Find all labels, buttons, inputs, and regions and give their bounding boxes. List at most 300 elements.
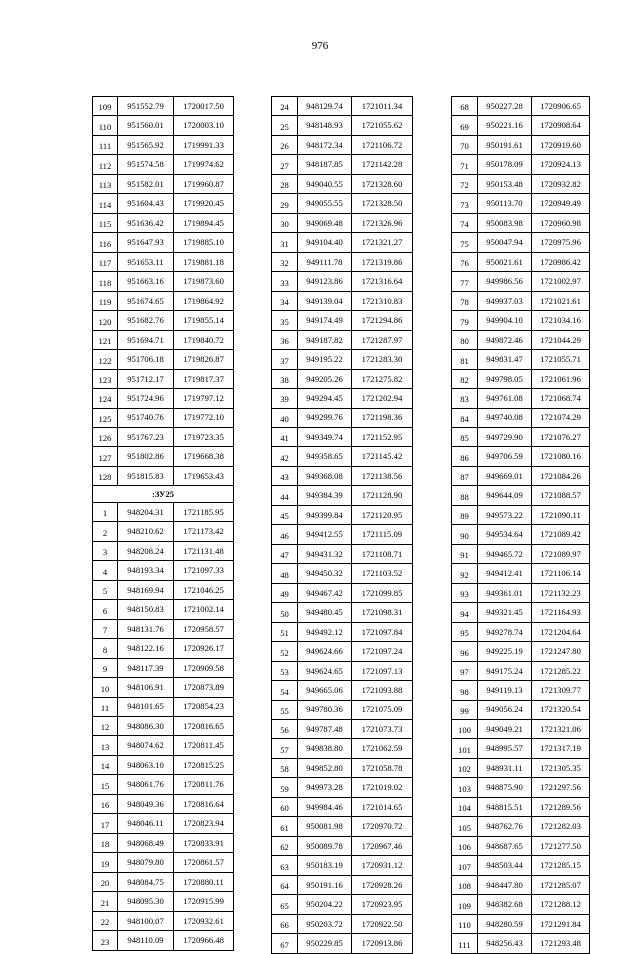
y-coordinate: 1721320.54 bbox=[532, 700, 590, 719]
x-coordinate: 949986.56 bbox=[478, 272, 532, 291]
x-coordinate: 948074.62 bbox=[118, 736, 174, 755]
table-row bbox=[452, 914, 590, 933]
coordinates-table-middle bbox=[271, 96, 413, 954]
table-row bbox=[452, 447, 590, 466]
table-row bbox=[452, 622, 590, 641]
x-coordinate: 951682.76 bbox=[118, 311, 174, 330]
table-row bbox=[452, 661, 590, 680]
y-coordinate: 1720924.13 bbox=[532, 155, 590, 174]
y-coordinate: 1720966.48 bbox=[174, 931, 234, 950]
point-number: 85 bbox=[452, 427, 478, 446]
x-coordinate: 948101.65 bbox=[118, 697, 174, 716]
x-coordinate: 948172.34 bbox=[298, 135, 352, 154]
y-coordinate: 1721073.73 bbox=[352, 720, 413, 739]
point-number: 83 bbox=[452, 389, 478, 408]
x-coordinate: 951724.96 bbox=[118, 389, 174, 408]
point-number: 111 bbox=[93, 135, 118, 154]
y-coordinate: 1721319.86 bbox=[352, 252, 413, 271]
point-number: 28 bbox=[272, 174, 298, 193]
x-coordinate: 949361.01 bbox=[478, 583, 532, 602]
y-coordinate: 1721282.03 bbox=[532, 817, 590, 836]
table-row bbox=[93, 350, 234, 369]
point-number: 59 bbox=[272, 778, 298, 797]
point-number: 51 bbox=[272, 622, 298, 641]
y-coordinate: 1721198.36 bbox=[352, 408, 413, 427]
y-coordinate: 1721285.22 bbox=[532, 661, 590, 680]
table-row bbox=[272, 486, 413, 505]
x-coordinate: 949798.05 bbox=[478, 369, 532, 388]
y-coordinate: 1719772.10 bbox=[174, 408, 234, 427]
y-coordinate: 1720932.61 bbox=[174, 911, 234, 930]
x-coordinate: 948169.94 bbox=[118, 580, 174, 599]
table-row bbox=[272, 97, 413, 116]
point-number: 57 bbox=[272, 739, 298, 758]
y-coordinate: 1721202.94 bbox=[352, 389, 413, 408]
y-coordinate: 1721173.42 bbox=[174, 522, 234, 541]
point-number: 4 bbox=[93, 561, 118, 580]
y-coordinate: 1721058.78 bbox=[352, 758, 413, 777]
y-coordinate: 1719991.33 bbox=[174, 135, 234, 154]
y-coordinate: 1720967.46 bbox=[352, 836, 413, 855]
y-coordinate: 1721062.59 bbox=[352, 739, 413, 758]
point-number: 88 bbox=[452, 486, 478, 505]
point-number: 1 bbox=[93, 502, 118, 521]
y-coordinate: 1721328.60 bbox=[352, 174, 413, 193]
x-coordinate: 949368.08 bbox=[298, 466, 352, 485]
x-coordinate: 948193.34 bbox=[118, 561, 174, 580]
table-row bbox=[272, 758, 413, 777]
y-coordinate: 1720816.65 bbox=[174, 717, 234, 736]
point-number: 118 bbox=[93, 272, 118, 291]
point-number: 72 bbox=[452, 174, 478, 193]
point-number: 61 bbox=[272, 817, 298, 836]
y-coordinate: 1721075.09 bbox=[352, 700, 413, 719]
point-number: 65 bbox=[272, 895, 298, 914]
point-number: 79 bbox=[452, 311, 478, 330]
point-number: 112 bbox=[93, 155, 118, 174]
x-coordinate: 949984.46 bbox=[298, 797, 352, 816]
y-coordinate: 1721088.57 bbox=[532, 486, 590, 505]
x-coordinate: 951712.17 bbox=[118, 369, 174, 388]
y-coordinate: 1721080.16 bbox=[532, 447, 590, 466]
x-coordinate: 948061.76 bbox=[118, 775, 174, 794]
x-coordinate: 948095.30 bbox=[118, 892, 174, 911]
y-coordinate: 1721310.83 bbox=[352, 291, 413, 310]
x-coordinate: 951574.58 bbox=[118, 155, 174, 174]
point-number: 16 bbox=[93, 794, 118, 813]
point-number: 2 bbox=[93, 522, 118, 541]
x-coordinate: 948046.11 bbox=[118, 814, 174, 833]
y-coordinate: 1721089.97 bbox=[532, 544, 590, 563]
page-number: 976 bbox=[311, 40, 329, 52]
table-row bbox=[272, 934, 413, 953]
x-coordinate: 951560.01 bbox=[118, 116, 174, 135]
y-coordinate: 1721247.80 bbox=[532, 642, 590, 661]
y-coordinate: 1721106.72 bbox=[352, 135, 413, 154]
table-row bbox=[452, 797, 590, 816]
table-row bbox=[452, 603, 590, 622]
table-row bbox=[272, 836, 413, 855]
x-coordinate: 948150.83 bbox=[118, 600, 174, 619]
x-coordinate: 949412.41 bbox=[478, 564, 532, 583]
y-coordinate: 1721002.14 bbox=[174, 600, 234, 619]
y-coordinate: 1721293.48 bbox=[532, 934, 590, 953]
table-row bbox=[93, 97, 234, 116]
table-row bbox=[93, 466, 234, 485]
point-number: 113 bbox=[93, 174, 118, 193]
point-number: 48 bbox=[272, 564, 298, 583]
x-coordinate: 949706.59 bbox=[478, 447, 532, 466]
table-row bbox=[93, 311, 234, 330]
y-coordinate: 1721145.42 bbox=[352, 447, 413, 466]
point-number: 46 bbox=[272, 525, 298, 544]
y-coordinate: 1721164.93 bbox=[532, 603, 590, 622]
x-coordinate: 949349.74 bbox=[298, 427, 352, 446]
y-coordinate: 1721034.16 bbox=[532, 311, 590, 330]
point-number: 81 bbox=[452, 350, 478, 369]
table-row bbox=[93, 194, 234, 213]
y-coordinate: 1720986.42 bbox=[532, 252, 590, 271]
y-coordinate: 1721074.29 bbox=[532, 408, 590, 427]
x-coordinate: 951653.11 bbox=[118, 252, 174, 271]
y-coordinate: 1720922.50 bbox=[352, 914, 413, 933]
y-coordinate: 1721097.24 bbox=[352, 642, 413, 661]
y-coordinate: 1721317.19 bbox=[532, 739, 590, 758]
table-row bbox=[93, 116, 234, 135]
table-row bbox=[93, 330, 234, 349]
y-coordinate: 1719894.45 bbox=[174, 213, 234, 232]
point-number: 119 bbox=[93, 291, 118, 310]
x-coordinate: 950047.94 bbox=[478, 233, 532, 252]
table-row bbox=[93, 447, 234, 466]
table-row bbox=[93, 522, 234, 541]
y-coordinate: 1721108.71 bbox=[352, 544, 413, 563]
y-coordinate: 1721093.88 bbox=[352, 681, 413, 700]
y-coordinate: 1721089.42 bbox=[532, 525, 590, 544]
table-row bbox=[93, 658, 234, 677]
x-coordinate: 948187.85 bbox=[298, 155, 352, 174]
x-coordinate: 949139.04 bbox=[298, 291, 352, 310]
y-coordinate: 1721285.07 bbox=[532, 875, 590, 894]
y-coordinate: 1721316.64 bbox=[352, 272, 413, 291]
table-row bbox=[93, 853, 234, 872]
x-coordinate: 948049.36 bbox=[118, 794, 174, 813]
x-coordinate: 949761.08 bbox=[478, 389, 532, 408]
point-number: 52 bbox=[272, 642, 298, 661]
point-number: 71 bbox=[452, 155, 478, 174]
y-coordinate: 1721014.65 bbox=[352, 797, 413, 816]
y-coordinate: 1721294.86 bbox=[352, 311, 413, 330]
x-coordinate: 948503.44 bbox=[478, 856, 532, 875]
coordinates-table-right bbox=[451, 96, 590, 954]
point-number: 73 bbox=[452, 194, 478, 213]
x-coordinate: 949040.55 bbox=[298, 174, 352, 193]
y-coordinate: 1719864.92 bbox=[174, 291, 234, 310]
y-coordinate: 1721142.28 bbox=[352, 155, 413, 174]
table-row bbox=[452, 895, 590, 914]
table-row bbox=[272, 116, 413, 135]
x-coordinate: 950221.16 bbox=[478, 116, 532, 135]
x-coordinate: 951647.93 bbox=[118, 233, 174, 252]
x-coordinate: 949465.72 bbox=[478, 544, 532, 563]
x-coordinate: 951565.92 bbox=[118, 135, 174, 154]
point-number: 19 bbox=[93, 853, 118, 872]
y-coordinate: 1720854.23 bbox=[174, 697, 234, 716]
table-row bbox=[93, 619, 234, 638]
point-number: 24 bbox=[272, 97, 298, 116]
x-coordinate: 949450.32 bbox=[298, 564, 352, 583]
x-coordinate: 948208.24 bbox=[118, 541, 174, 560]
y-coordinate: 1721305.35 bbox=[532, 758, 590, 777]
y-coordinate: 1721055.71 bbox=[532, 350, 590, 369]
point-number: 32 bbox=[272, 252, 298, 271]
point-number: 40 bbox=[272, 408, 298, 427]
x-coordinate: 949780.36 bbox=[298, 700, 352, 719]
x-coordinate: 950089.78 bbox=[298, 836, 352, 855]
y-coordinate: 1721055.62 bbox=[352, 116, 413, 135]
table-row bbox=[93, 833, 234, 852]
y-coordinate: 1721044.29 bbox=[532, 330, 590, 349]
point-number: 5 bbox=[93, 580, 118, 599]
table-row bbox=[272, 311, 413, 330]
table-row bbox=[452, 642, 590, 661]
x-coordinate: 948762.76 bbox=[478, 817, 532, 836]
table-row bbox=[452, 739, 590, 758]
point-number: 29 bbox=[272, 194, 298, 213]
point-number: 80 bbox=[452, 330, 478, 349]
x-coordinate: 948447.80 bbox=[478, 875, 532, 894]
point-number: 53 bbox=[272, 661, 298, 680]
x-coordinate: 949205.26 bbox=[298, 369, 352, 388]
x-coordinate: 950081.98 bbox=[298, 817, 352, 836]
point-number: 17 bbox=[93, 814, 118, 833]
table-row bbox=[93, 717, 234, 736]
point-number: 30 bbox=[272, 213, 298, 232]
y-coordinate: 1720932.82 bbox=[532, 174, 590, 193]
y-coordinate: 1719920.45 bbox=[174, 194, 234, 213]
y-coordinate: 1720017.50 bbox=[174, 97, 234, 116]
point-number: 107 bbox=[452, 856, 478, 875]
point-number: 33 bbox=[272, 272, 298, 291]
point-number: 15 bbox=[93, 775, 118, 794]
point-number: 110 bbox=[452, 914, 478, 933]
x-coordinate: 949937.03 bbox=[478, 291, 532, 310]
x-coordinate: 948931.11 bbox=[478, 758, 532, 777]
table-row bbox=[272, 564, 413, 583]
point-number: 14 bbox=[93, 755, 118, 774]
point-number: 123 bbox=[93, 369, 118, 388]
x-coordinate: 948086.30 bbox=[118, 717, 174, 736]
table-row bbox=[93, 135, 234, 154]
y-coordinate: 1720873.89 bbox=[174, 678, 234, 697]
point-number: 115 bbox=[93, 213, 118, 232]
point-number: 55 bbox=[272, 700, 298, 719]
y-coordinate: 1721097.13 bbox=[352, 661, 413, 680]
x-coordinate: 951636.42 bbox=[118, 213, 174, 232]
table-row bbox=[452, 836, 590, 855]
point-number: 108 bbox=[452, 875, 478, 894]
table-row bbox=[452, 408, 590, 427]
y-coordinate: 1721046.25 bbox=[174, 580, 234, 599]
y-coordinate: 1719840.72 bbox=[174, 330, 234, 349]
y-coordinate: 1719668.38 bbox=[174, 447, 234, 466]
table-row bbox=[93, 775, 234, 794]
table-row bbox=[272, 914, 413, 933]
y-coordinate: 1719797.12 bbox=[174, 389, 234, 408]
y-coordinate: 1719653.43 bbox=[174, 466, 234, 485]
table-row bbox=[272, 583, 413, 602]
table-row bbox=[93, 291, 234, 310]
point-number: 42 bbox=[272, 447, 298, 466]
x-coordinate: 949904.10 bbox=[478, 311, 532, 330]
point-number: 67 bbox=[272, 934, 298, 953]
point-number: 89 bbox=[452, 505, 478, 524]
table-row bbox=[452, 875, 590, 894]
x-coordinate: 949174.49 bbox=[298, 311, 352, 330]
x-coordinate: 951740.76 bbox=[118, 408, 174, 427]
point-number: 49 bbox=[272, 583, 298, 602]
point-number: 94 bbox=[452, 603, 478, 622]
x-coordinate: 948256.43 bbox=[478, 934, 532, 953]
x-coordinate: 949111.78 bbox=[298, 252, 352, 271]
table-row bbox=[452, 116, 590, 135]
y-coordinate: 1719817.37 bbox=[174, 369, 234, 388]
y-coordinate: 1720815.25 bbox=[174, 755, 234, 774]
table-row bbox=[452, 466, 590, 485]
y-coordinate: 1721152.95 bbox=[352, 427, 413, 446]
point-number: 60 bbox=[272, 797, 298, 816]
table-row bbox=[93, 427, 234, 446]
point-number: 41 bbox=[272, 427, 298, 446]
table-row bbox=[272, 389, 413, 408]
y-coordinate: 1719974.62 bbox=[174, 155, 234, 174]
y-coordinate: 1721115.09 bbox=[352, 525, 413, 544]
table-row bbox=[272, 797, 413, 816]
table-row bbox=[93, 155, 234, 174]
y-coordinate: 1721291.84 bbox=[532, 914, 590, 933]
x-coordinate: 951706.18 bbox=[118, 350, 174, 369]
point-number: 90 bbox=[452, 525, 478, 544]
y-coordinate: 1720906.65 bbox=[532, 97, 590, 116]
point-number: 8 bbox=[93, 639, 118, 658]
x-coordinate: 949480.45 bbox=[298, 603, 352, 622]
x-coordinate: 949665.06 bbox=[298, 681, 352, 700]
point-number: 84 bbox=[452, 408, 478, 427]
y-coordinate: 1721106.14 bbox=[532, 564, 590, 583]
table-row bbox=[272, 817, 413, 836]
table-row bbox=[452, 135, 590, 154]
x-coordinate: 949729.90 bbox=[478, 427, 532, 446]
point-number: 87 bbox=[452, 466, 478, 485]
table-row bbox=[93, 736, 234, 755]
table-row bbox=[272, 525, 413, 544]
x-coordinate: 950113.70 bbox=[478, 194, 532, 213]
y-coordinate: 1721321.06 bbox=[532, 720, 590, 739]
x-coordinate: 948100.07 bbox=[118, 911, 174, 930]
x-coordinate: 950227.28 bbox=[478, 97, 532, 116]
table-row bbox=[93, 408, 234, 427]
point-number: 98 bbox=[452, 681, 478, 700]
table-row bbox=[93, 252, 234, 271]
table-row bbox=[272, 700, 413, 719]
y-coordinate: 1721132.23 bbox=[532, 583, 590, 602]
y-coordinate: 1721285.15 bbox=[532, 856, 590, 875]
table-row bbox=[452, 174, 590, 193]
x-coordinate: 948131.76 bbox=[118, 619, 174, 638]
point-number: 101 bbox=[452, 739, 478, 758]
y-coordinate: 1719873.60 bbox=[174, 272, 234, 291]
table-row bbox=[272, 194, 413, 213]
table-row bbox=[452, 350, 590, 369]
coordinates-table-left bbox=[92, 96, 234, 951]
y-coordinate: 1720003.10 bbox=[174, 116, 234, 135]
table-row bbox=[452, 252, 590, 271]
x-coordinate: 948280.59 bbox=[478, 914, 532, 933]
table-row bbox=[272, 408, 413, 427]
x-coordinate: 950021.61 bbox=[478, 252, 532, 271]
point-number: 95 bbox=[452, 622, 478, 641]
point-number: 120 bbox=[93, 311, 118, 330]
table-row bbox=[452, 311, 590, 330]
table-row bbox=[452, 856, 590, 875]
y-coordinate: 1720958.57 bbox=[174, 619, 234, 638]
x-coordinate: 950191.61 bbox=[478, 135, 532, 154]
point-number: 63 bbox=[272, 856, 298, 875]
y-coordinate: 1721185.95 bbox=[174, 502, 234, 521]
x-coordinate: 949412.55 bbox=[298, 525, 352, 544]
y-coordinate: 1720909.58 bbox=[174, 658, 234, 677]
y-coordinate: 1720816.64 bbox=[174, 794, 234, 813]
point-number: 86 bbox=[452, 447, 478, 466]
point-number: 111 bbox=[452, 934, 478, 953]
point-number: 78 bbox=[452, 291, 478, 310]
table-row bbox=[452, 233, 590, 252]
table-row bbox=[272, 447, 413, 466]
x-coordinate: 949055.55 bbox=[298, 194, 352, 213]
y-coordinate: 1720913.86 bbox=[352, 934, 413, 953]
x-coordinate: 948122.16 bbox=[118, 639, 174, 658]
table-row bbox=[452, 934, 590, 953]
table-row bbox=[452, 778, 590, 797]
table-row bbox=[452, 213, 590, 232]
y-coordinate: 1721326.96 bbox=[352, 213, 413, 232]
point-number: 68 bbox=[452, 97, 478, 116]
point-number: 97 bbox=[452, 661, 478, 680]
y-coordinate: 1721204.64 bbox=[532, 622, 590, 641]
y-coordinate: 1721103.52 bbox=[352, 564, 413, 583]
x-coordinate: 948875.90 bbox=[478, 778, 532, 797]
point-number: 18 bbox=[93, 833, 118, 852]
x-coordinate: 949644.09 bbox=[478, 486, 532, 505]
table-row bbox=[452, 525, 590, 544]
x-coordinate: 951663.16 bbox=[118, 272, 174, 291]
x-coordinate: 950229.85 bbox=[298, 934, 352, 953]
x-coordinate: 949384.39 bbox=[298, 486, 352, 505]
x-coordinate: 948204.31 bbox=[118, 502, 174, 521]
point-number: 20 bbox=[93, 872, 118, 891]
table-row bbox=[93, 233, 234, 252]
x-coordinate: 949119.13 bbox=[478, 681, 532, 700]
table-row bbox=[93, 600, 234, 619]
y-coordinate: 1721090.11 bbox=[532, 505, 590, 524]
table-row bbox=[93, 389, 234, 408]
table-row bbox=[272, 603, 413, 622]
table-row bbox=[452, 720, 590, 739]
x-coordinate: 948106.91 bbox=[118, 678, 174, 697]
y-coordinate: 1721321.27 bbox=[352, 233, 413, 252]
x-coordinate: 951552.79 bbox=[118, 97, 174, 116]
point-number: 3 bbox=[93, 541, 118, 560]
